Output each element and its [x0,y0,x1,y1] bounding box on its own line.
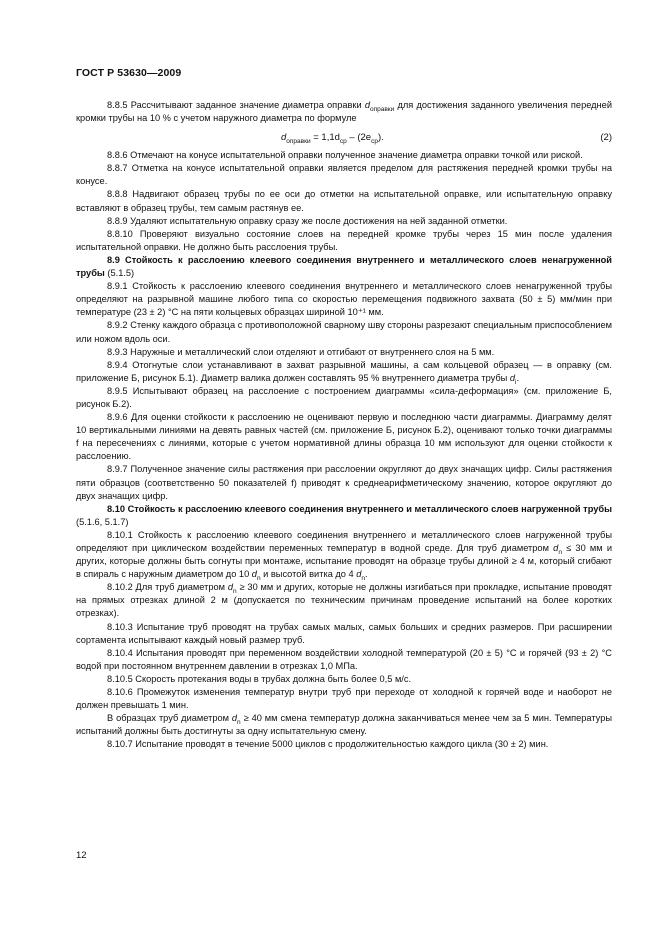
formula-number: (2) [600,132,612,144]
formula-lhs: d [281,132,287,144]
paragraph-8-10-2: 8.10.2 Для труб диаметром $d_n \ge 30$ мм и других, которые не должны изгибаться при прокладке, испытание проводят на прямых отрезках длиной 2 м (допускается по техническим причинам проведение испытаний на более коротких отрезках). [76,582,613,619]
paragraph-8-9-5: 8.9.5 Испытывают образец на расслоение с построением диаграммы «сила-деформация» (см. приложение Б, рисунок Б.2). [76,385,612,409]
paragraph-8-8-7: 8.8.7 Отметка на конусе испытательной оправки является пределом для растяжения передней кромки трубы на конусе. [76,163,612,187]
formula-mid: – (2e [346,132,372,144]
section-heading-8-9-title: 8.9 Стойкость к расслоению клеевого соединения внутреннего и металлического слоев ненагруженной трубы [76,254,612,279]
section-heading-8-10 [76,503,612,529]
paragraph-8-10-6: 8.10.6 Промежуток изменения температур внутри труб при переходе от холодной к горячей воде и наоборот не должен превышать 1 мин. [76,687,612,711]
paragraph-8-8-10: 8.8.10 Проверяют визуально состояние слоев на передней кромке трубы через 15 мин после удаления испытательной оправки. Не должно быть расслоения трубы. [76,228,612,252]
section-heading-8-10-title: 8.10 Стойкость к расслоению клеевого соединения внутреннего и металлического слоев нагруженной трубы [107,503,612,514]
paragraph-8-8-9: 8.8.9 Удаляют испытательную оправку сразу же после достижения на ней заданной отметки. [107,215,508,226]
document-body [76,99,612,752]
document-header: ГОСТ Р 53630—2009 [76,67,182,79]
section-heading-8-9-ref: (5.1.5) [104,268,135,279]
paragraph-8-10-3: 8.10.3 Испытание труб проводят на трубах самых малых, самых больших и средних размеров. При расширении сортамента испытывают каждый новый размер труб. [76,621,612,645]
paragraph-8-9-7: 8.9.7 Полученное значение силы растяжения при расслоении округляют до двух значащих цифр. Силы растяжения пяти образцов (соответственно 50 показателей f) приводят к среднеарифметическому значению, которое округляют до двух значащих цифр. [76,464,612,501]
paragraph-8-9-3: 8.9.3 Наружные и металлический слои отделяют и отгибают от внутреннего слоя на 5 мм. [107,346,495,357]
paragraph-8-9-2: 8.9.2 Стенку каждого образца с противоположной сварному шву стороны разрезают специальным приспособлением или ножом вдоль оси. [76,320,612,344]
paragraph-8-10-4: 8.10.4 Испытания проводят при переменном воздействии холодной температурой (20 ± 5) °С и горячей (93 ± 2) °С водой при постоянном внутреннем давлении в отрезках 1,0 МПа. [76,647,612,671]
formula-eq: = 1,1d [310,132,340,144]
section-heading-8-9 [76,254,612,280]
formula-expression [281,131,384,144]
paragraph-8-10-6-cont: В образцах труб диаметром $d_n \ge 40$ мм смена температур должна заканчиваться менее чем за 5 мин. Температуры испытаний должны быть достигнуты за одну испытательную смену. [76,713,612,737]
paragraph-8-10-5: 8.10.5 Скорость протекания воды в трубах должна быть более 0,5 м/с. [107,673,412,684]
paragraph-8-9-6: 8.9.6 Для оценки стойкости к расслоению не оценивают первую и последнюю части диаграммы. Диаграмму делят 10 вертикальными линиями на девять равных частей (см. приложение Б, рисунок Б.2), оценивают только точки диаграммы f на пересечениях с линиями, которые с учетом нормативной длины образца 10 мм используют для оценки стойкости к расслоению. [76,412,612,462]
paragraph-8-9-4: 8.9.4 Отогнутые слои устанавливают в захват разрывной машины, а сам кольцевой образец — в оправку (см. приложение Б, рисунок Б.1). Диаметр валика должен составлять 95 % внутреннего диаметра трубы $d_i$. [76,359,612,386]
formula-sub1: ср [339,138,347,146]
paragraph-8-8-8: 8.8.8 Надвигают образец трубы по ее оси до отметки на испытательной оправке, или испытательную оправку вставляют в образец трубы, тем самым растянув ее. [76,189,612,213]
paragraph-8-8-5: 8.8.5 Рассчитывают заданное значение диаметра оправки $d_{оправки}$ для достижения заданного увеличения передней кромки трубы на 10 % с учетом наружного диаметра по формуле [76,100,612,124]
paragraph-8-10-1: 8.10.1 Стойкость к расслоению клеевого соединения внутреннего и металлического слоев нагруженной трубы определяют при циклическом воздействии переменных температур в водной среде. Для труб диаметром $d_n \le 30$ мм и других, которые должны быть согнуты при монтаже, испытание проводят на образце трубы длиной ≥ 4 м, который сгибают в спираль с наружным диаметром до 10 $d_n$ и высотой витка до 4 $d_n$. [76,529,613,583]
page-number: 12 [76,850,87,861]
paragraph-8-8-6: 8.8.6 Отмечают на конусе испытательной оправки полученное значение диаметра оправки точкой или риской. [107,150,583,161]
section-heading-8-10-ref: (5.1.6, 5.1.7) [76,516,129,527]
paragraph-8-9-1: 8.9.1 Стойкость к расслоению клеевого соединения внутреннего и металлического слоев ненагруженной трубы определяют на разрывной машине любого типа со скоростью перемещения подвижного захвата (50 ± 5) мм/мин при температуре (23 ± 2) °С на пяти кольцевых образцах шириной 10⁺¹ мм. [76,281,612,318]
formula-end: ). [377,132,384,144]
formula-2 [76,129,612,146]
formula-sub2: ср [371,138,378,146]
paragraph-8-10-7: 8.10.7 Испытание проводят в течение 5000 циклов с продолжительностью каждого цикла (30 ± 2) мин. [107,739,549,750]
formula-lhs-sub: оправки [286,138,311,146]
